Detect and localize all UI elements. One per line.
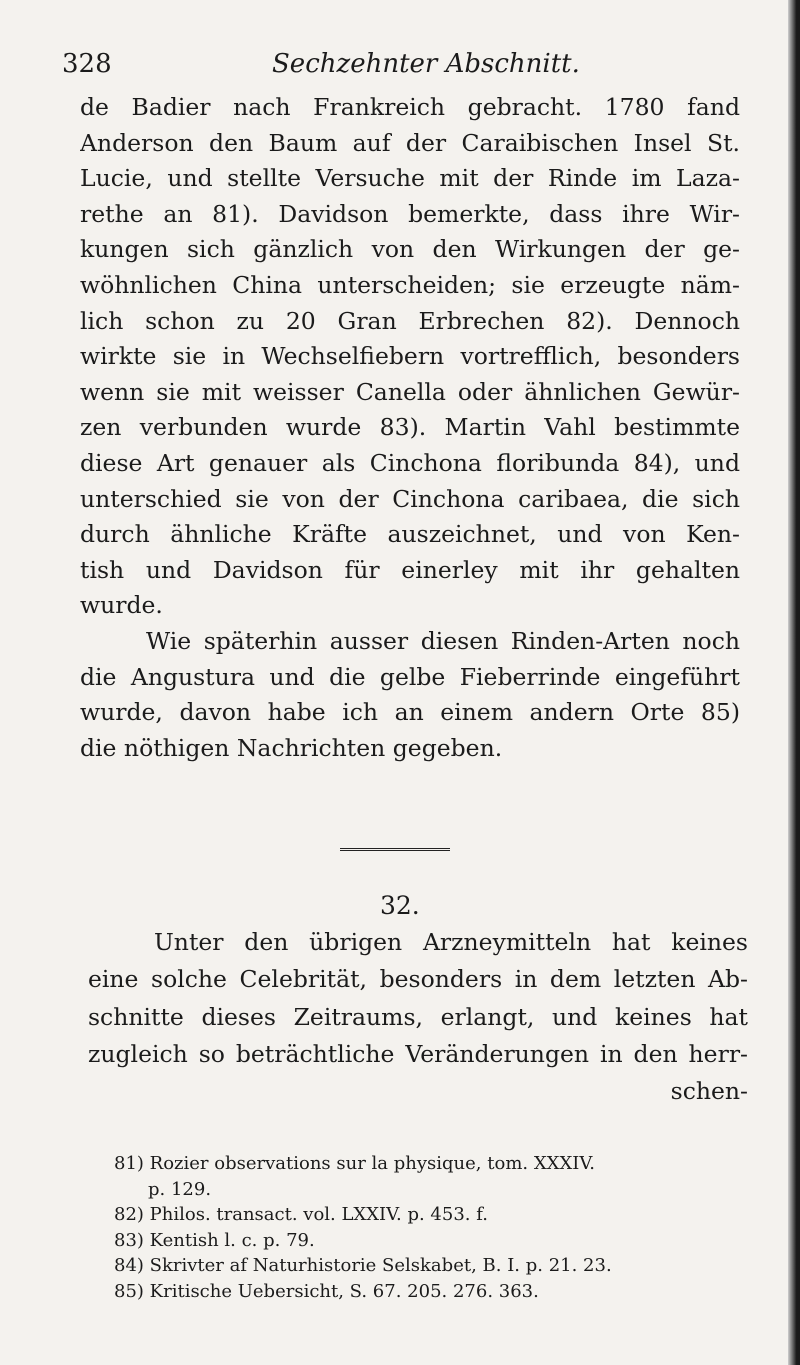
page-header xyxy=(62,44,762,84)
text-line: kungen sich gänzlich von den Wirkungen der ge- xyxy=(80,235,740,264)
footnote: 82) Philos. transact. vol. LXXIV. p. 453. f. xyxy=(114,1204,488,1226)
text-line: zen verbunden wurde 83). Martin Vahl bestimmte xyxy=(80,413,740,442)
page-number: 328 xyxy=(62,49,112,79)
footnote: 85) Kritische Uebersicht, S. 67. 205. 276. 363. xyxy=(114,1280,539,1302)
running-head: Sechzehnter Abschnitt. xyxy=(272,49,580,79)
footnotes xyxy=(114,1151,774,1305)
text-line: wirkte sie in Wechselfiebern vortrefflich, besonders xyxy=(80,342,740,371)
text-line: wöhnlichen China unterscheiden; sie erzeugte näm- xyxy=(80,270,740,299)
footnote: 83) Kentish l. c. p. 79. xyxy=(114,1229,315,1251)
text-line: Wie späterhin ausser diesen Rinden-Arten noch xyxy=(146,626,740,655)
page-edge-shadow xyxy=(788,0,800,1365)
body-text xyxy=(80,90,740,766)
text-line: Lucie, und stellte Versuche mit der Rinde im Laza- xyxy=(80,164,740,193)
text-line: eine solche Celebrität, besonders in dem letzten Ab- xyxy=(88,965,748,994)
text-line: rethe an 81). Davidson bemerkte, dass ihre Wir- xyxy=(80,199,740,228)
section-text xyxy=(88,924,748,1110)
text-line: Anderson den Baum auf der Caraibischen Insel St. xyxy=(80,128,740,157)
text-line: de Badier nach Frankreich gebracht. 1780 fand xyxy=(80,93,740,121)
section-divider xyxy=(340,848,450,851)
text-line: wurde. xyxy=(80,591,163,620)
text-line: unterschied sie von der Cinchona caribaea, die sich xyxy=(80,484,740,513)
text-line: schnitte dieses Zeitraums, erlangt, und keines hat xyxy=(88,1002,748,1031)
footnote: 84) Skrivter af Naturhistorie Selskabet, B. I. p. 21. 23. xyxy=(114,1255,612,1277)
text-line: lich schon zu 20 Gran Erbrechen 82). Dennoch xyxy=(80,306,740,335)
text-line: tish und Davidson für einerley mit ihr gehalten xyxy=(80,555,740,584)
text-line: zugleich so beträchtliche Veränderungen in den herr- xyxy=(88,1039,748,1068)
text-line: diese Art genauer als Cinchona floribunda 84), und xyxy=(80,448,740,477)
footnote: 81) Rozier observations sur la physique, tom. XXXIV. xyxy=(114,1153,595,1174)
text-line: wurde, davon habe ich an einem andern Orte 85) xyxy=(80,698,740,727)
catchword: schen- xyxy=(670,1077,748,1106)
section-number: 32. xyxy=(380,891,420,920)
footnote-continuation: p. 129. xyxy=(148,1178,212,1200)
text-line: die nöthigen Nachrichten gegeben. xyxy=(80,733,503,762)
text-line: die Angustura und die gelbe Fieberrinde eingeführt xyxy=(80,662,740,691)
text-line: Unter den übrigen Arzneymitteln hat keines xyxy=(154,928,748,956)
text-line: wenn sie mit weisser Canella oder ähnlichen Gewür- xyxy=(80,377,740,406)
text-line: durch ähnliche Kräfte auszeichnet, und von Ken- xyxy=(80,520,740,549)
